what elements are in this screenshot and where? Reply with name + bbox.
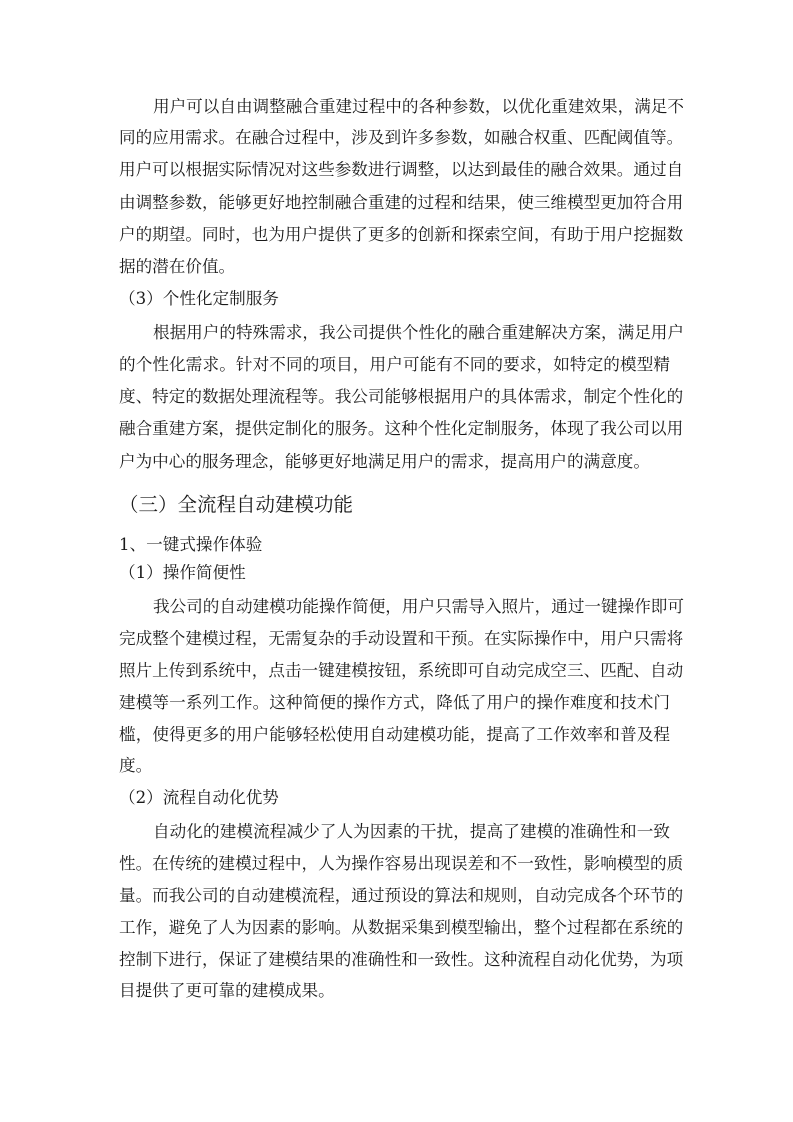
paragraph-line: 的个性化需求。针对不同的项目，用户可能有不同的要求，如特定的模型精 — [119, 355, 670, 374]
paragraph-line: 根据用户的特殊需求，我公司提供个性化的融合重建解决方案，满足用户 — [153, 323, 684, 342]
paragraph-line: 自动化的建模流程减少了人为因素的干扰，提高了建模的准确性和一致 — [153, 822, 670, 841]
paragraph-line: 用户可以根据实际情况对这些参数进行调整，以达到最佳的融合效果。通过自 — [119, 160, 684, 179]
paragraph-line: 同的应用需求。在融合过程中，涉及到许多参数，如融合权重、匹配阈值等。 — [119, 128, 684, 147]
paragraph-line: 照片上传到系统中，点击一键建模按钮，系统即可自动完成空三、匹配、自动 — [119, 661, 684, 680]
paragraph-line: 工作，避免了人为因素的影响。从数据采集到模型输出，整个过程都在系统的 — [119, 918, 684, 937]
paragraph-line: 我公司的自动建模功能操作简便，用户只需导入照片，通过一键操作即可 — [153, 597, 684, 616]
paragraph-line: 目提供了更可靠的建模成果。 — [119, 981, 335, 1000]
subsection-heading: （1）操作简便性 — [119, 563, 246, 582]
paragraph-line: 度。 — [119, 756, 153, 775]
section-heading: （三）全流程自动建模功能 — [119, 493, 354, 516]
paragraph-line: 量。而我公司的自动建模流程，通过预设的算法和规则，自动完成各个环节的 — [119, 886, 684, 905]
paragraph-line: 用户可以自由调整融合重建过程中的各种参数，以优化重建效果，满足不 — [153, 97, 684, 116]
paragraph-line: 户的期望。同时，也为用户提供了更多的创新和探索空间，有助于用户挖掘数 — [119, 225, 684, 244]
paragraph-line: 控制下进行，保证了建模结果的准确性和一致性。这种流程自动化优势，为项 — [119, 950, 684, 969]
paragraph-line: 完成整个建模过程，无需复杂的手动设置和干预。在实际操作中，用户只需将 — [119, 629, 684, 648]
paragraph-line: 性。在传统的建模过程中，人为操作容易出现误差和不一致性，影响模型的质 — [119, 854, 684, 873]
paragraph-line: 融合重建方案，提供定制化的服务。这种个性化定制服务，体现了我公司以用 — [119, 419, 684, 438]
subsection-heading: （2）流程自动化优势 — [119, 788, 279, 807]
paragraph-line: 由调整参数，能够更好地控制融合重建的过程和结果，使三维模型更加符合用 — [119, 193, 684, 212]
subsection-heading: （3）个性化定制服务 — [119, 289, 279, 308]
paragraph-line: 度、特定的数据处理流程等。我公司能够根据用户的具体需求，制定个性化的 — [119, 387, 684, 406]
paragraph-line: 建模等一系列工作。这种简便的操作方式，降低了用户的操作难度和技术门 — [119, 693, 670, 712]
paragraph-line: 户为中心的服务理念，能够更好地满足用户的需求，提高用户的满意度。 — [119, 452, 650, 471]
subsection-heading: 1、一键式操作体验 — [119, 535, 263, 554]
paragraph-line: 据的潜在价值。 — [119, 257, 236, 276]
paragraph-line: 槛，使得更多的用户能够轻松使用自动建模功能，提高了工作效率和普及程 — [119, 725, 670, 744]
